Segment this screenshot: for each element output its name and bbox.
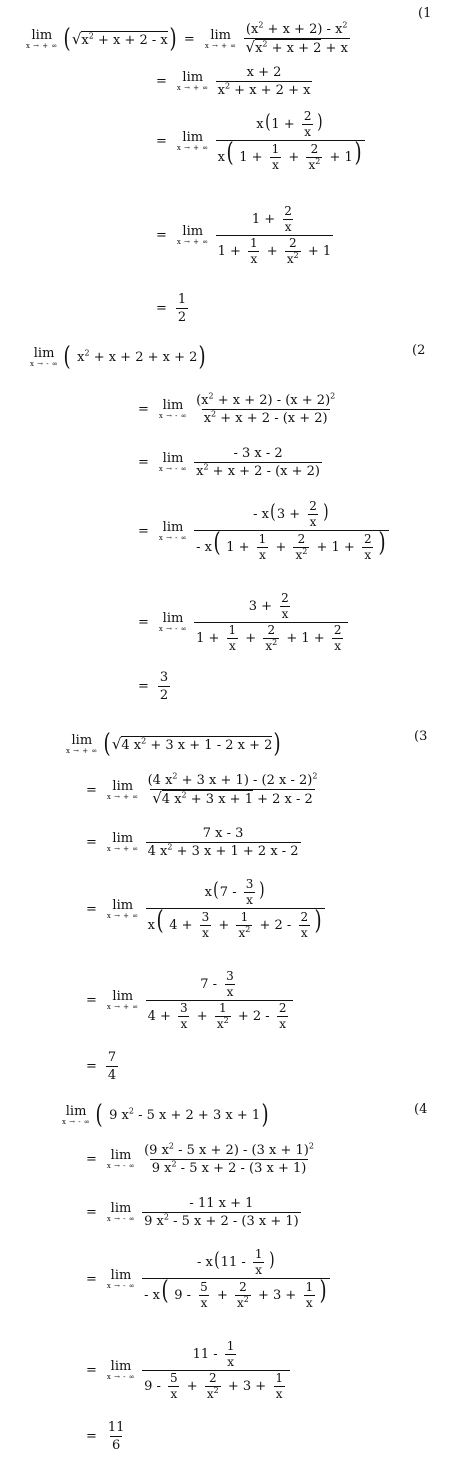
p3-line-2: = lim x → + ∞ $\frac{(4 x^2 + 3 x + 1) - (2 x - 2)^2}{√4 x^2 + 3 x + 1 + 2 x - 2}$ xyxy=(86,771,318,807)
p2-line-5: = lim x → - ∞ 3 + $\frac{2}{x}$ 1 + $\frac{1}{x}$ + $\frac{2}{x^2}$ + 1 + $\frac{2}{x}$ xyxy=(132,592,351,653)
p1-line-3: = lim x → + ∞ x(1 + $\frac{2}{x}$ ) x( 1 + $\frac{1}{x}$ + $\frac{2}{x^2}$ + 1) xyxy=(150,110,368,172)
problem-number-4: (4 xyxy=(414,1102,428,1117)
p4-line-1: lim x → - ∞ ( 9 $x^2 - 5$ x + 2 + 3 x + 1 ) xyxy=(62,1100,269,1130)
p1-line-4: = lim x → + ∞ 1 + $\frac{2}{x}$ 1 + $\frac{1}{x}$ + $\frac{2}{x^2}$ + 1 xyxy=(156,204,332,266)
p3-line-3: = lim x → + ∞ $\frac{7 x - 3}{4 x^2 + 3 x + 1 + 2 x - 2}$ xyxy=(86,826,299,859)
p3-line-5: = lim x → + ∞ 7 - $\frac{3}{x}$ 4 + $\frac{3}{x}$ + $\frac{1}{x^2}$ + 2 - $\frac{2}{x}$ xyxy=(80,970,296,1031)
p4-line-2: = lim x → - ∞ $\frac{(9 x^2 - 5 x + 2) - (3 x + 1)^2}{9 x^2 - 5 x + 2 - (3 x + 1)}$ xyxy=(86,1141,314,1176)
p4-line-3: = lim x → - ∞ $\frac{- 11 x + 1}{9 x^2 - 5 x + 2 - (3 x + 1)}$ xyxy=(86,1196,299,1229)
p2-line-3: = lim x → - ∞ $\frac{- 3 x - 2}{x^2 + x + 2 - (x + 2)}$ xyxy=(138,446,321,479)
p4-line-4: = lim x → - ∞ - x(11 - $\frac{1}{x}$ ) - x( 9 - $\frac{5}{x}$ + $\frac{2}{x^2}$ + 3 + $\frac{1}{x}$ ) xyxy=(80,1248,333,1310)
problem-number-3: (3 xyxy=(414,729,428,744)
p2-line-2: = lim x → - ∞ $\frac{(x^2 + x + 2) - (x + 2)^2}{x^2 + x + 2 - (x + 2)}$ xyxy=(138,391,336,426)
p1-result: = $\frac{1}{2}$ xyxy=(156,292,187,325)
p1-line-1: lim x → + ∞ ( √ $x^2 + x + 2 - x$ ) = lim x → + ∞ $\frac{(x^2 + x + 2) - x^2}{√x^2 + x + 2 + x}$ xyxy=(26,20,348,56)
p4-result: = $\frac{11}{6}$ xyxy=(86,1420,125,1453)
p2-line-1: lim x → - ∞ ( $x^2 + x + 2 + x + 2$ ) xyxy=(30,342,207,372)
p3-line-1: lim x → + ∞ ( √ 4 $x^2 + 3$ x + 1 - 2 x + 2 ) xyxy=(66,729,282,759)
p4-line-5: = lim x → - ∞ 11 - $\frac{1}{x}$ 9 - $\frac{5}{x}$ + $\frac{2}{x^2}$ + 3 + $\frac{1}{x}$ xyxy=(80,1340,293,1401)
p2-line-4: = lim x → - ∞ - x(3 + $\frac{2}{x}$ ) - x( 1 + $\frac{1}{x}$ + $\frac{2}{x^2}$ + 1 + $\frac{2}{x}$ ) xyxy=(132,500,392,562)
p3-result: = $\frac{7}{4}$ xyxy=(86,1050,117,1083)
problem-number-1: (1 xyxy=(418,6,432,21)
p3-line-4: = lim x → + ∞ x(7 - $\frac{3}{x}$ ) x( 4 + $\frac{3}{x}$ + $\frac{1}{x^2}$ + 2 - $\frac{2}{x}$ ) xyxy=(80,878,328,940)
p1-line-2: = lim x → + ∞ $\frac{x + 2}{x^2 + x + 2 + x}$ xyxy=(156,65,311,98)
limit-operator: lim x → + ∞ xyxy=(26,27,58,50)
problem-number-2: (2 xyxy=(412,343,426,358)
p2-result: = $\frac{3}{2}$ xyxy=(138,670,169,703)
